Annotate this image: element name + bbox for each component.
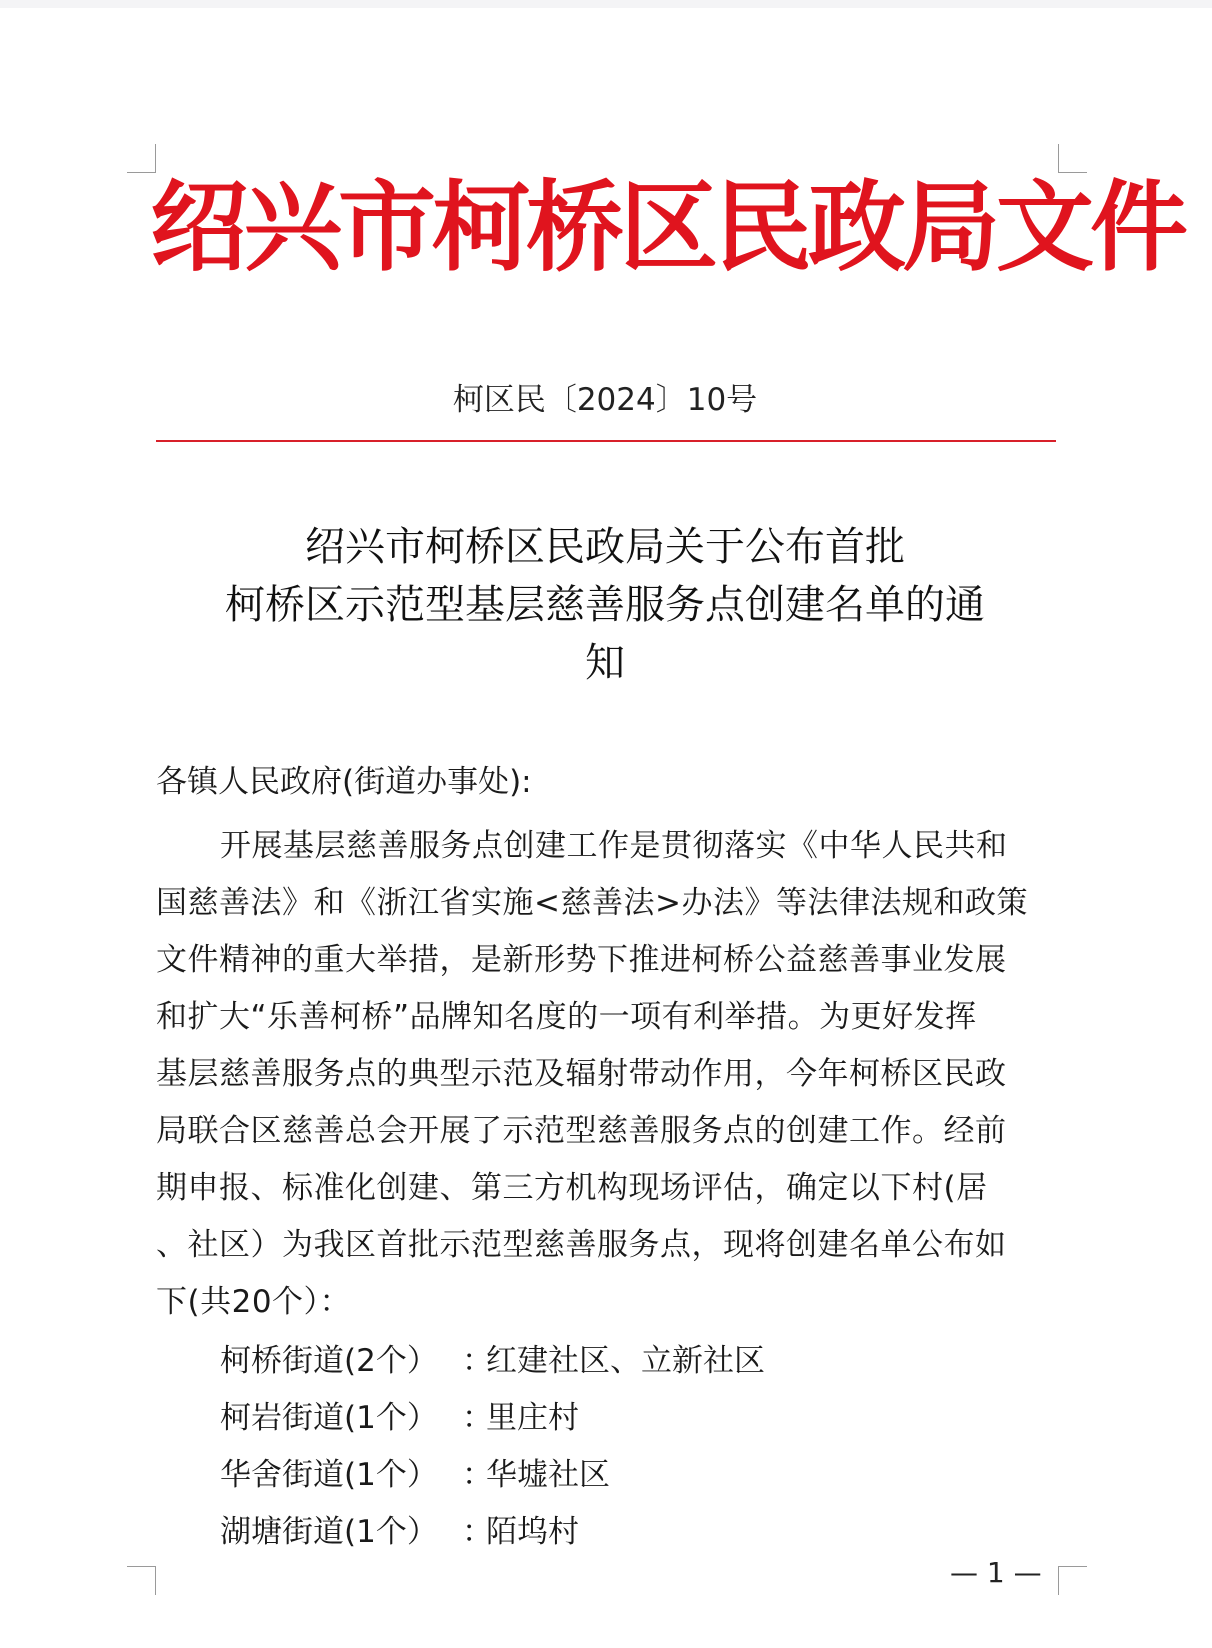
street-name: 湖塘街道(1个） — [220, 1514, 438, 1550]
service-point-list — [220, 1333, 765, 1561]
list-item — [220, 1504, 765, 1561]
salutation: 各镇人民政府(街道办事处): — [156, 764, 532, 800]
body-line: 开展基层慈善服务点创建工作是贯彻落实《中华人民共和 — [220, 828, 1008, 864]
body-line: 、社区）为我区首批示范型慈善服务点，现将创建名单公布如 — [156, 1227, 1007, 1263]
list-separator: ： — [462, 1343, 493, 1379]
body-line: 基层慈善服务点的典型示范及辐射带动作用，今年柯桥区民政 — [156, 1056, 1007, 1092]
title-line: 绍兴市柯桥区民政局关于公布首批 — [305, 524, 905, 570]
page-number: — 1 — — [950, 1556, 1042, 1589]
crop-mark-bottom-left — [127, 1566, 156, 1595]
community-names: 华墟社区 — [486, 1457, 610, 1493]
body-line: 期申报、标准化创建、第三方机构现场评估，确定以下村(居 — [156, 1170, 988, 1206]
red-divider-line — [156, 440, 1056, 442]
body-line: 国慈善法》和《浙江省实施<慈善法>办法》等法律法规和政策 — [156, 885, 1028, 921]
street-name: 柯岩街道(1个） — [220, 1400, 438, 1436]
document-page — [0, 8, 1212, 1648]
body-line: 文件精神的重大举措，是新形势下推进柯桥公益慈善事业发展 — [156, 942, 1007, 978]
notice-body — [156, 818, 1056, 1331]
community-names: 红建社区、立新社区 — [486, 1343, 765, 1379]
list-item — [220, 1390, 765, 1447]
crop-mark-top-right — [1058, 144, 1087, 173]
title-line: 柯桥区示范型基层慈善服务点创建名单的通 — [225, 582, 985, 628]
notice-title — [150, 518, 1060, 692]
list-separator: ： — [462, 1514, 493, 1550]
title-line: 知 — [585, 640, 625, 686]
list-item — [220, 1447, 765, 1504]
street-name: 华舍街道(1个） — [220, 1457, 438, 1493]
list-separator: ： — [462, 1457, 493, 1493]
body-line: 下(共20个）： — [156, 1284, 352, 1320]
list-item — [220, 1333, 765, 1390]
body-line: 局联合区慈善总会开展了示范型慈善服务点的创建工作。经前 — [156, 1113, 1007, 1149]
community-names: 陌坞村 — [486, 1514, 579, 1550]
street-name: 柯桥街道(2个） — [220, 1343, 438, 1379]
document-masthead: 绍兴市柯桥区民政局文件 — [150, 171, 1185, 285]
document-number: 柯区民〔2024〕10号 — [452, 382, 758, 418]
list-separator: ： — [462, 1400, 493, 1436]
crop-mark-bottom-right — [1058, 1566, 1087, 1595]
community-names: 里庄村 — [486, 1400, 579, 1436]
body-line: 和扩大“乐善柯桥”品牌知名度的一项有利举措。为更好发挥 — [156, 999, 977, 1035]
